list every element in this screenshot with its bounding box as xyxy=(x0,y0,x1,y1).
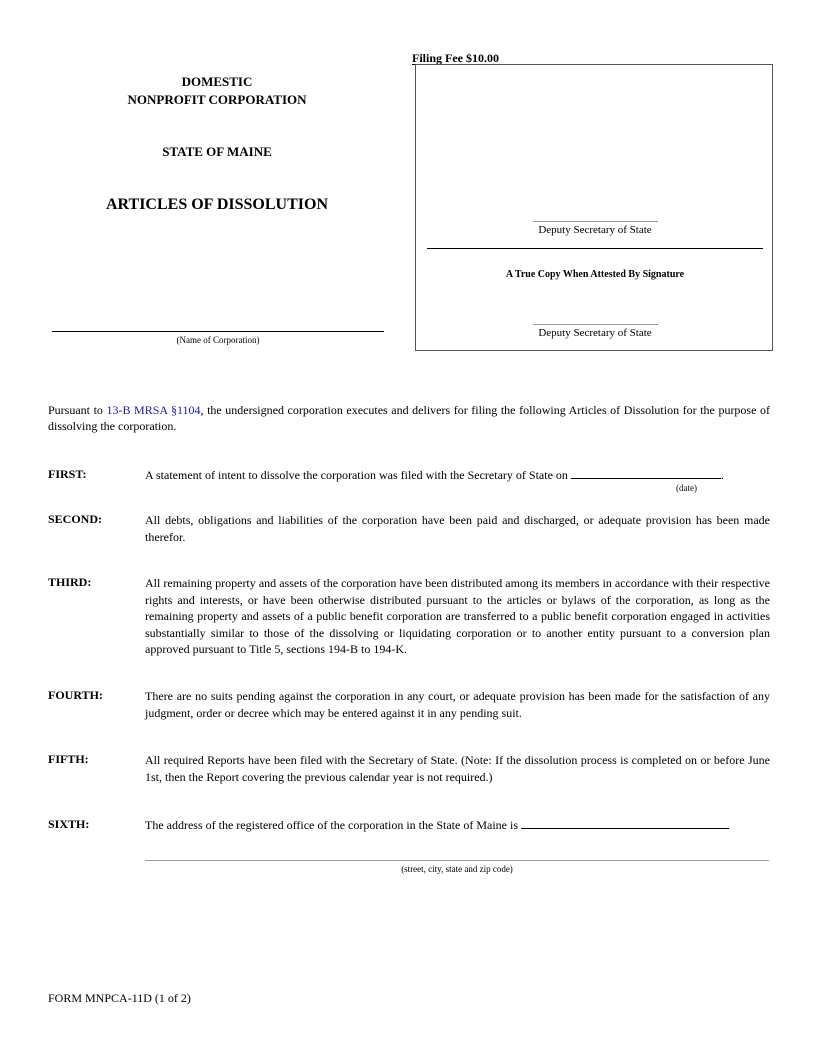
article-fifth-label: FIFTH: xyxy=(48,752,89,766)
article-sixth-statement: The address of the registered office of the corporation in the State of Maine is xyxy=(145,818,518,832)
attestation-note: A True Copy When Attested By Signature xyxy=(505,269,685,280)
deputy-signature-line-2 xyxy=(533,324,658,325)
article-third-text: All remaining property and assets of the corporation have been distributed among its members in accordance with their respective rights and interests, or have been otherwise distributed pursuant to the articles or bylaws of the corporation, as long as the remaining property and assets of a public benefit corporation are transferred to a public benefit corporation engaged in activities substantially similar to those of the dissolving or liquidating corporation or to another entity pursuant to a conversion plan approved pursuant to Title 5, sections 194-B to 194-K. xyxy=(145,576,770,656)
article-first-statement: A statement of intent to dissolve the corporation was filed with the Secretary of State on xyxy=(145,468,568,482)
intro-text-start: Pursuant to xyxy=(48,403,107,417)
intro-paragraph xyxy=(48,402,770,434)
intro-text-end: , the undersigned corporation executes and delivers for filing the following Articles of Dissolution for the purpose of dissolving the corporation. xyxy=(48,403,770,433)
corporation-name-caption: (Name of Corporation) xyxy=(176,335,260,345)
article-fourth-text: There are no suits pending against the corporation in any court, or adequate provision has been made for the satisfaction of any judgment, order or decree which may be entered against it in any pending suit. xyxy=(145,689,770,720)
filing-stamp-box xyxy=(415,64,773,351)
article-fifth-text: All required Reports have been filed with the Secretary of State. (Note: If the dissolution process is completed on or before June 1st, then the Report covering the previous calendar year is not required.) xyxy=(145,753,770,784)
address-field[interactable] xyxy=(145,860,769,861)
article-fourth-label: FOURTH: xyxy=(48,688,103,702)
registered-office-field[interactable] xyxy=(521,818,729,829)
article-second-label: SECOND: xyxy=(48,512,103,526)
article-third-label: THIRD: xyxy=(48,575,92,589)
article-first-period: . xyxy=(720,468,724,482)
article-first-label: FIRST: xyxy=(48,467,87,481)
deputy-secretary-label-1: Deputy Secretary of State xyxy=(538,224,652,236)
filing-box-divider xyxy=(427,248,763,249)
date-field[interactable] xyxy=(571,468,721,479)
address-caption: (street, city, state and zip code) xyxy=(401,864,513,874)
deputy-secretary-label-2: Deputy Secretary of State xyxy=(538,327,652,339)
article-second-text: All debts, obligations and liabilities of the corporation have been paid and discharged, or adequate provision has been made therefor. xyxy=(145,513,770,544)
form-id-footer: FORM MNPCA-11D (1 of 2) xyxy=(48,991,191,1005)
corporation-name-field[interactable] xyxy=(52,331,384,332)
article-sixth-text xyxy=(145,817,770,834)
state-heading: STATE OF MAINE xyxy=(162,144,272,159)
deputy-signature-line-1 xyxy=(533,221,658,222)
article-sixth-label: SIXTH: xyxy=(48,817,90,831)
form-type-line-1: DOMESTIC xyxy=(181,74,253,89)
statute-link[interactable]: 13-B MRSA §1104 xyxy=(106,403,201,417)
filing-fee: Filing Fee $10.00 xyxy=(412,51,499,65)
date-caption: (date) xyxy=(676,483,697,493)
document-title: ARTICLES OF DISSOLUTION xyxy=(105,196,328,213)
article-first-text xyxy=(145,467,770,484)
form-type-line-2: NONPROFIT CORPORATION xyxy=(127,92,307,107)
